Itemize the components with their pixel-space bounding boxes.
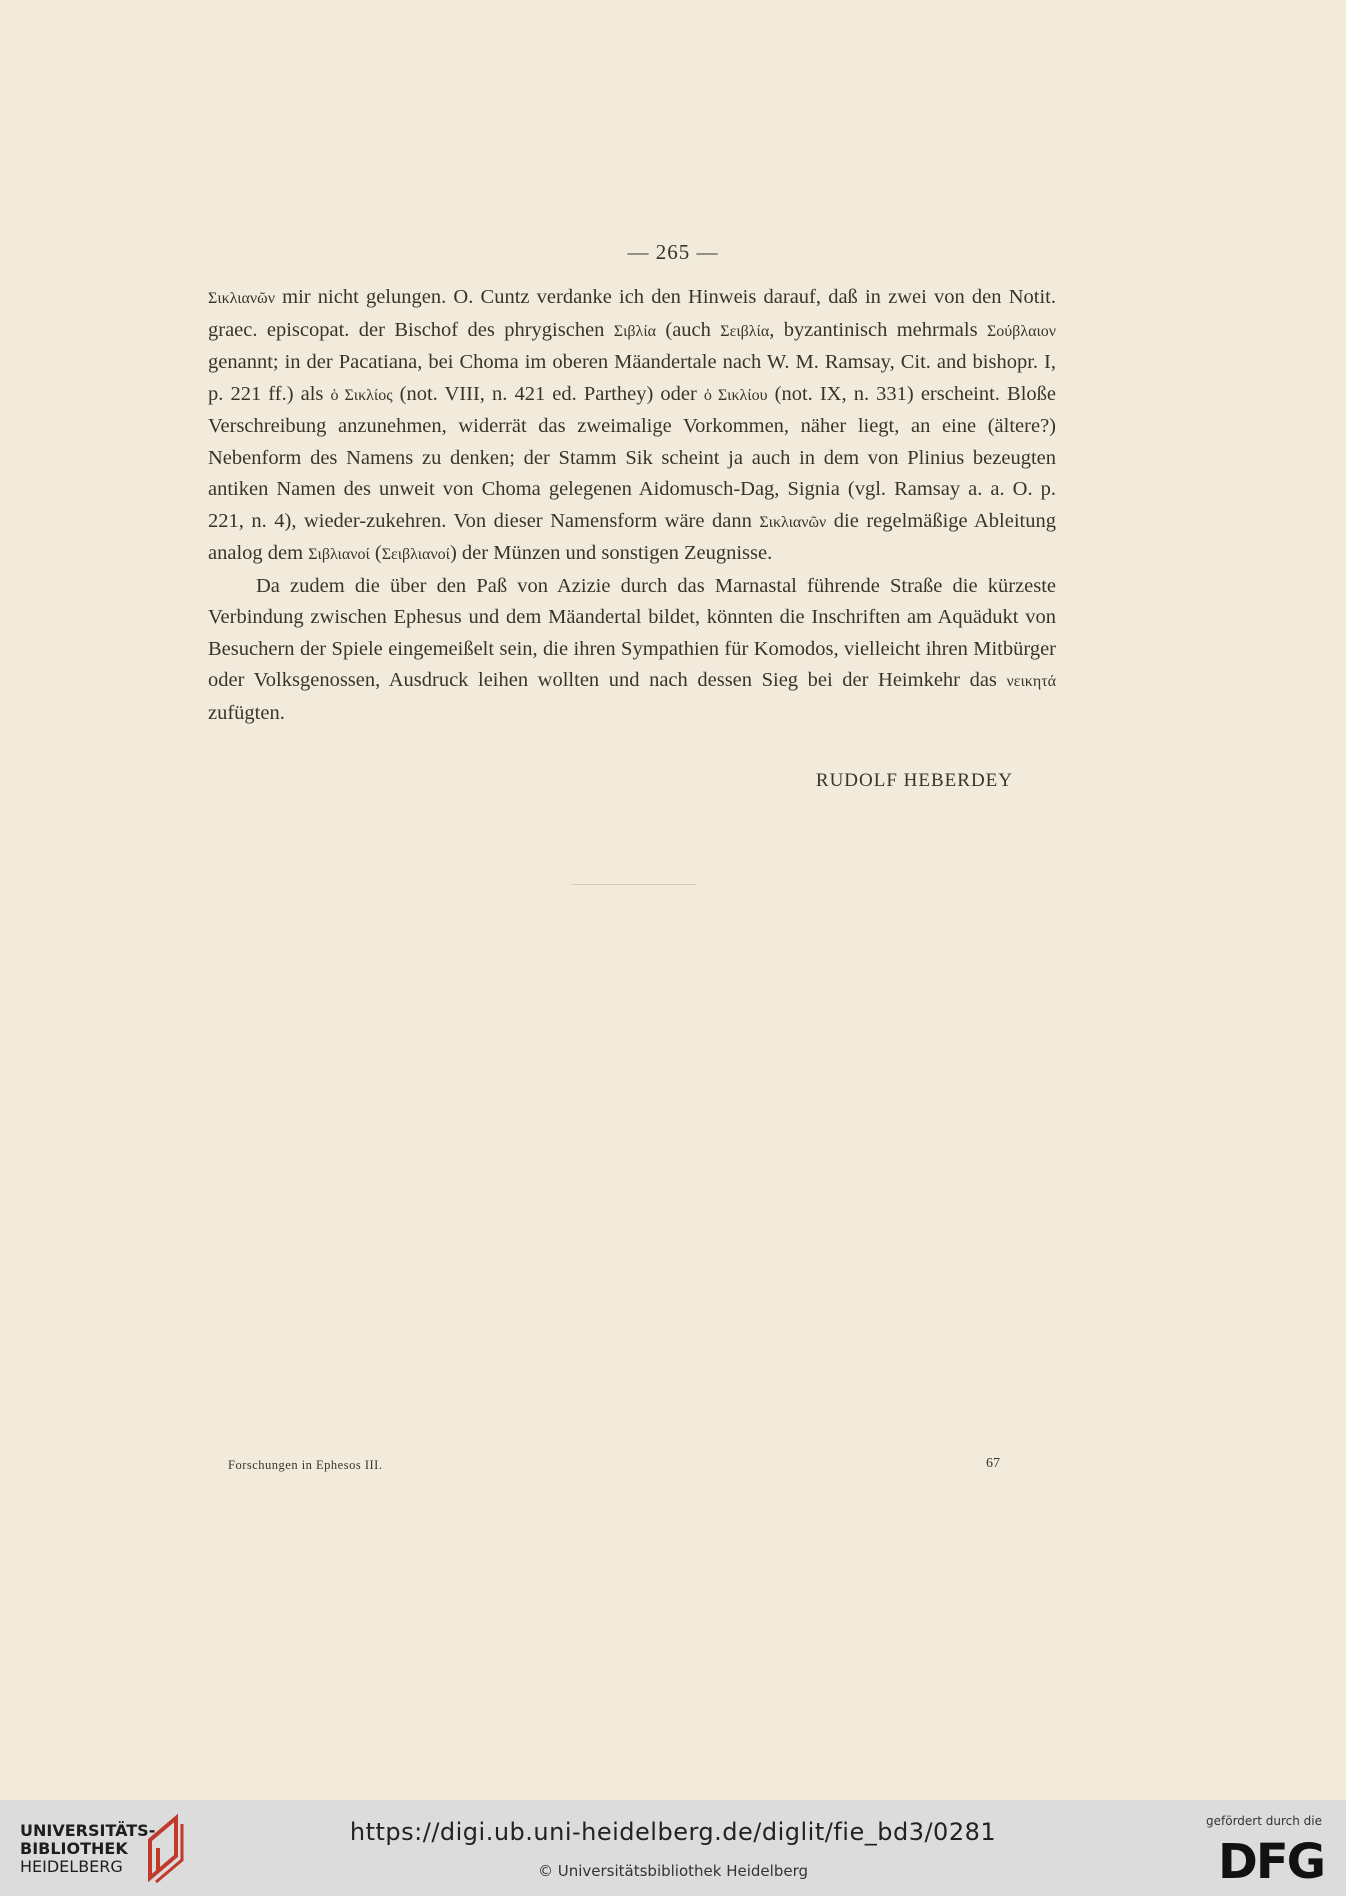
text-run: ( <box>369 542 382 564</box>
dfg-funding-label: gefördert durch die <box>1206 1814 1322 1828</box>
body-text <box>208 282 1056 729</box>
greek-term: Σούβλαιον <box>986 322 1056 340</box>
separator-rule <box>572 884 696 885</box>
greek-term: Σιβλία <box>613 322 656 340</box>
greek-term: ὁ Σικλίος <box>330 386 393 404</box>
text-run: zufügten. <box>208 701 285 724</box>
greek-term: Σιβλιανοί <box>308 546 370 563</box>
page-number: — 265 — <box>627 240 719 264</box>
footer-sheet-number: 67 <box>986 1456 1000 1471</box>
paragraph-2 <box>208 571 1056 730</box>
permalink-url[interactable]: https://digi.ub.uni-heidelberg.de/diglit/fie_bd3/0281 <box>349 1818 997 1846</box>
library-footer-bar <box>0 1800 1346 1896</box>
greek-term: Σειβλιανοί <box>381 546 450 563</box>
library-name-line1: UNIVERSITÄTS- <box>20 1821 156 1840</box>
author-signature: RUDOLF HEBERDEY <box>815 770 1013 791</box>
footer-series-title: Forschungen in Ephesos III. <box>228 1458 383 1472</box>
greek-term: Σικλιανῶν <box>208 290 275 307</box>
greek-term: Σικλιανῶν <box>759 513 827 531</box>
text-run: (not. IX, n. 331) erscheint. Bloße Verschreibung anzunehmen, widerrät das zweimalige Vorkommen, näher liegt, an eine (ältere?) Nebenform des Namens zu denken; der Stamm Sik scheint ja auch in dem von Plinius bezeugten antiken Namen des unweit von Choma gelegenen Aidomusch-Dag, Signia (vgl. Ramsay a. a. O. p. 221, n. 4), wieder-zukehren. Von dieser Namensform wäre dann <box>208 382 1056 532</box>
text-run: , byzantinisch mehrmals <box>769 318 987 341</box>
text-run: (auch <box>656 318 721 341</box>
greek-term: νεικητά <box>1006 673 1056 690</box>
library-name-line2: BIBLIOTHEK <box>20 1839 128 1858</box>
text-run: ) der Münzen und sonstigen Zeugnisse. <box>449 542 773 564</box>
paragraph-1 <box>208 282 1056 571</box>
text-run: mir nicht gelungen. O. Cuntz verdanke ich den Hinweis darauf, daß in zwei von den Notit. graec. episcopat. der Bischof des phrygischen <box>208 286 1056 341</box>
copyright-notice: © Universitätsbibliothek Heidelberg <box>537 1862 808 1880</box>
text-run: die regelmäßige Ableitung analog dem <box>208 509 1056 564</box>
greek-term: Σειβλία <box>720 322 770 340</box>
text-run: Da zudem die über den Paß von Azizie durch das Marnastal führende Straße die kürzeste Verbindung zwischen Ephesus und dem Mäandertal bildet, könnten die Inschriften am Aquädukt von Besuchern der Spiele eingemeißelt sein, die ihren Sympathien für Komodos, vielleicht ihren Mitbürger oder Volksgenossen, Ausdruck leihen wollten und nach dessen Sieg bei der Heimkehr das <box>208 574 1056 691</box>
text-run: genannt; in der Pacatiana, bei Choma im oberen Mäandertale nach W. M. Ramsay, Cit. and bishopr. I, p. 221 ff.) als <box>208 351 1056 405</box>
greek-term: ὁ Σικλίου <box>703 386 768 404</box>
text-run: (not. VIII, n. 421 ed. Parthey) oder <box>392 382 704 405</box>
dfg-logo-icon[interactable]: DFG <box>1217 1834 1324 1890</box>
library-name-line3: HEIDELBERG <box>20 1857 123 1876</box>
